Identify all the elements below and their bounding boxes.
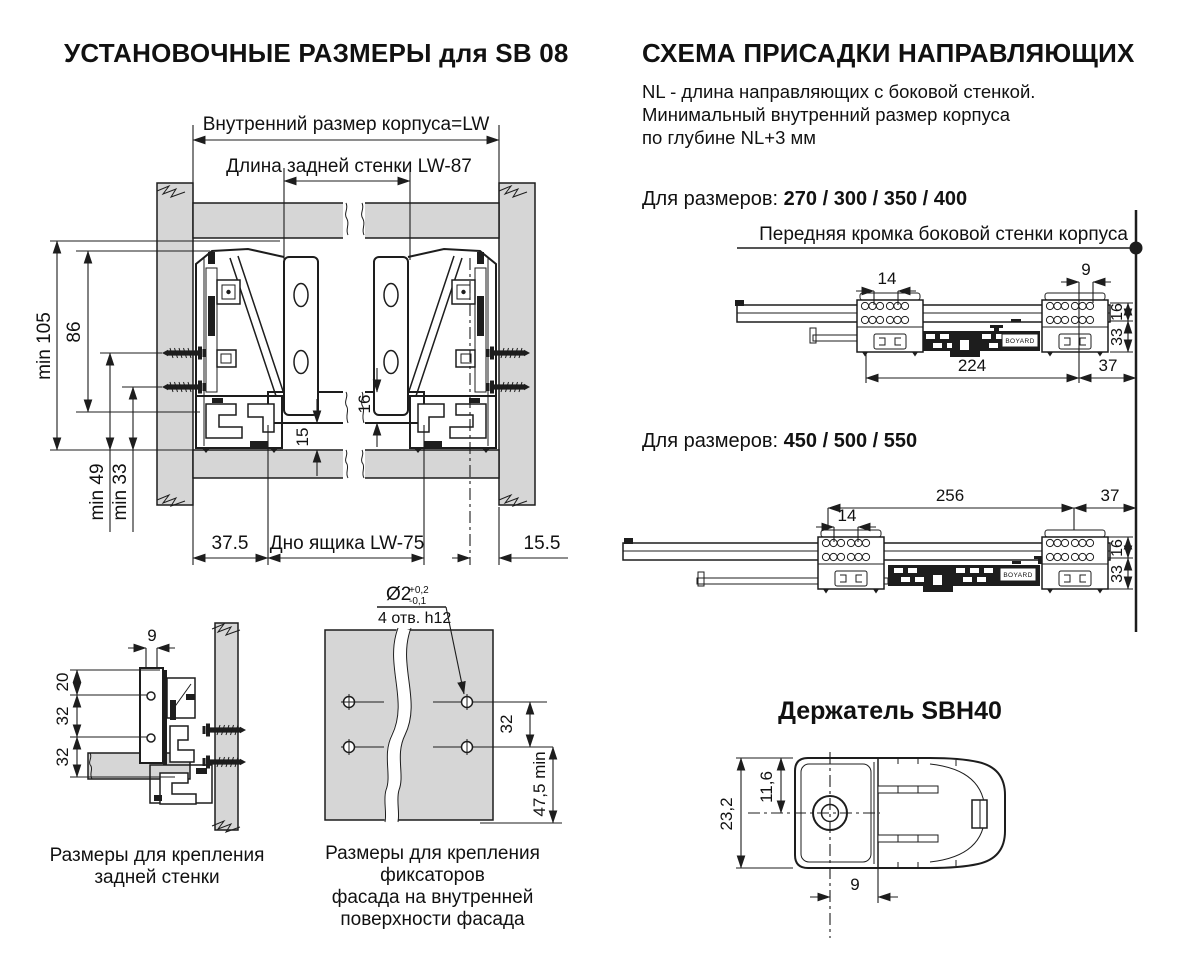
rear-dim-9-label: 9 xyxy=(147,626,157,645)
rail2-dim-16-label: 16 xyxy=(1109,539,1126,557)
rear-wall-caption xyxy=(47,845,267,889)
sizes-group-2-label: Для размеров: xyxy=(642,430,779,452)
brand-label-rail1: BOYARD xyxy=(1005,338,1035,345)
left-section-title: УСТАНОВОЧНЫЕ РАЗМЕРЫ для SB 08 xyxy=(64,38,569,68)
nl-note-line2: Минимальный внутренний размер корпуса xyxy=(642,104,1011,125)
rail2-dim-14-label: 14 xyxy=(837,506,857,525)
facade-callout-tol-minus: -0,1 xyxy=(409,596,427,607)
nl-note-line1: NL - длина направляющих с боковой стенкой. xyxy=(642,81,1036,102)
rail-drawing-1 xyxy=(735,260,1136,383)
facade-callout-diameter: Ø2 xyxy=(386,584,412,605)
dim-min49-label: min 49 xyxy=(87,463,108,521)
dim-bottom-label: Дно ящика LW-75 xyxy=(269,533,425,554)
rail2-dim-37-label: 37 xyxy=(1100,486,1120,505)
holder-dim-11-6-label: 11,6 xyxy=(757,771,776,803)
holder-dim-9-label: 9 xyxy=(850,875,860,894)
facade-caption-line2: фасада на внутренней xyxy=(331,887,534,908)
holder-sbh40-drawing xyxy=(717,752,1005,938)
dim-inner-width-label: Внутренний размер корпуса=LW xyxy=(202,114,490,135)
rear-dim-32-top-label: 32 xyxy=(53,706,72,726)
facade-dim-47-5-label: 47,5 min xyxy=(530,751,549,817)
main-cross-section-drawing xyxy=(34,114,568,565)
facade-fixing-drawing xyxy=(325,584,562,823)
facade-caption-line1: Размеры для крепления фиксаторов xyxy=(325,843,540,886)
sizes-group-1 xyxy=(642,188,967,211)
rail1-dim-37-label: 37 xyxy=(1098,356,1118,375)
facade-caption-line3: поверхности фасада xyxy=(340,909,525,930)
dim-min105-label: min 105 xyxy=(34,312,55,380)
nl-note xyxy=(642,80,1035,149)
dim-min33-label: min 33 xyxy=(110,463,131,521)
dim-15-label: 15 xyxy=(293,427,312,447)
brand-label-rail2: BOYARD xyxy=(1003,572,1033,579)
rail-drawing-2 xyxy=(623,486,1136,594)
dim-86-label: 86 xyxy=(64,321,85,343)
rear-dim-20-label: 20 xyxy=(53,672,72,692)
right-section-title: СХЕМА ПРИСАДКИ НАПРАВЛЯЮЩИХ xyxy=(642,38,1135,68)
cabinet-side-panel-right xyxy=(499,183,535,505)
rail1-dim-224-label: 224 xyxy=(957,356,987,375)
sizes-group-1-values: 270 / 300 / 350 / 400 xyxy=(783,188,968,210)
rear-wall-caption-line1: Размеры для крепления xyxy=(49,845,265,866)
rail2-dim-256-label: 256 xyxy=(935,486,965,505)
rail1-dim-9-label: 9 xyxy=(1081,260,1091,279)
facade-callout-tol-plus: +0,2 xyxy=(409,585,429,596)
rail1-dim-33-label: 33 xyxy=(1109,328,1126,346)
facade-callout-holes: 4 отв. h12 xyxy=(378,610,452,627)
holder-title: Держатель SBH40 xyxy=(778,697,1002,725)
rear-wall-mounting-drawing xyxy=(53,623,246,832)
holder-dim-23-2-label: 23,2 xyxy=(717,797,736,831)
sizes-group-2 xyxy=(642,430,917,453)
rear-wall-caption-line2: задней стенки xyxy=(94,867,220,888)
dim-37-5-label: 37.5 xyxy=(211,533,249,554)
rail2-dim-33-label: 33 xyxy=(1109,565,1126,583)
dim-back-wall-label: Длина задней стенки LW-87 xyxy=(226,156,472,177)
facade-caption xyxy=(295,843,570,931)
sizes-group-1-label: Для размеров: xyxy=(642,188,779,210)
dim-15-5-label: 15.5 xyxy=(523,533,561,554)
rail1-dim-14-label: 14 xyxy=(877,269,897,288)
sizes-group-2-values: 450 / 500 / 550 xyxy=(783,430,918,452)
drawer-back-panel xyxy=(215,623,238,830)
dim-16-label: 16 xyxy=(355,394,374,414)
facade-dim-32-label: 32 xyxy=(497,714,516,734)
rear-dim-32-bottom-label: 32 xyxy=(53,747,72,767)
rail1-dim-16-label: 16 xyxy=(1109,303,1126,321)
nl-note-line3: по глубине NL+3 мм xyxy=(642,127,816,148)
cabinet-side-panel-left xyxy=(157,183,193,505)
front-edge-label: Передняя кромка боковой стенки корпуса xyxy=(759,224,1128,245)
